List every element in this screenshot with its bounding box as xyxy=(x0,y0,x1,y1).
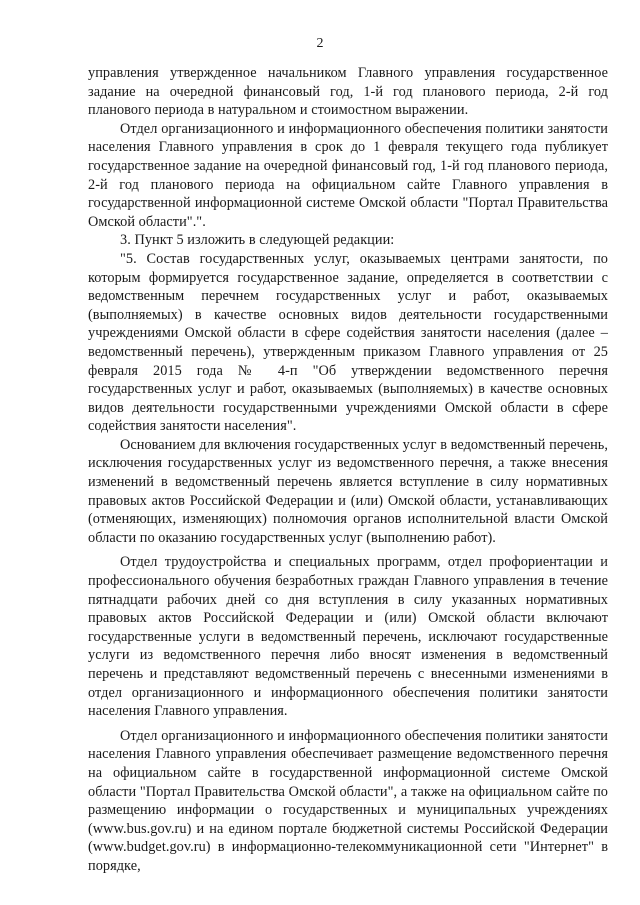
document-body xyxy=(88,64,608,876)
paragraph-item-5: "5. Состав государственных услуг, оказываемых центрами занятости, по которым формируется государственное задание, определяется в соответствии с ведомственным перечнем государственных услуг и работ, оказываемых (выполняемых) в качестве основных видов деятельности государственными учреждениями Омской области в сфере содействия занятости населения (далее – ведомственный перечень), утвержденным приказом Главного управления от 25 февраля 2015 года № 4-п "Об утверждении ведомственного перечня государственных услуг и работ, оказываемых (выполняемых) в качестве основных видов деятельности государственными учреждениями Омской области в сфере содействия занятости населения". xyxy=(88,250,608,435)
paragraph-grounds: Основанием для включения государственных услуг в ведомственный перечень, исключения государственных услуг из ведомственного перечня, а также внесения изменений в ведомственный перечень является вступление в силу нормативных правовых актов Российской Федерации и (или) Омской области, устанавливающих (отменяющих, изменяющих) полномочия органов исполнительной власти Омской области по оказанию государственных услуг (выполнению работ). xyxy=(88,436,608,546)
paragraph-publication: Отдел организационного и информационного обеспечения политики занятости населения Главного управления в срок до 1 февраля текущего года публикует государственное задание на очередной финансовый год, 1-й год планового периода, 2-й год планового периода на официальном сайте Главного управления в государственной информационной системе Омской области "Портал Правительства Омской области".". xyxy=(88,120,608,230)
page-number: 2 xyxy=(316,36,324,51)
paragraph-employment-dept: Отдел трудоустройства и специальных программ, отдел профориентации и профессионального обучения безработных граждан Главного управления в течение пятнадцати рабочих дней со дня вступления в силу указанных нормативных правовых актов Российской Федерации и (или) Омской области включают государственные услуги в ведомственный перечень, исключают государственные услуги из ведомственного перечня либо вносят изменения в ведомственный перечень и представляют ведомственный перечень с внесенными изменениями в отдел организационного и информационного обеспечения политики занятости населения Главного управления. xyxy=(88,554,608,720)
paragraph-continuation: управления утвержденное начальником Главного управления государственное задание на очередной финансовый год, 1-й год планового периода, 2-й год планового периода в натуральном и стоимостном выражении. xyxy=(88,65,608,119)
paragraph-posting: Отдел организационного и информационного обеспечения политики занятости населения Главного управления обеспечивает размещение ведомственного перечня на официальном сайте в государственной информационной системе Омской области "Портал Правительства Омской области", а также на официальном сайте по размещению информации о государственных и муниципальных учреждениях (www.bus.gov.ru) и на едином портале бюджетной системы Российской Федерации (www.budget.gov.ru) в информационно-телекоммуникационной сети "Интернет" в порядке, xyxy=(88,727,608,874)
paragraph-item-3: 3. Пункт 5 изложить в следующей редакции: xyxy=(120,232,395,249)
